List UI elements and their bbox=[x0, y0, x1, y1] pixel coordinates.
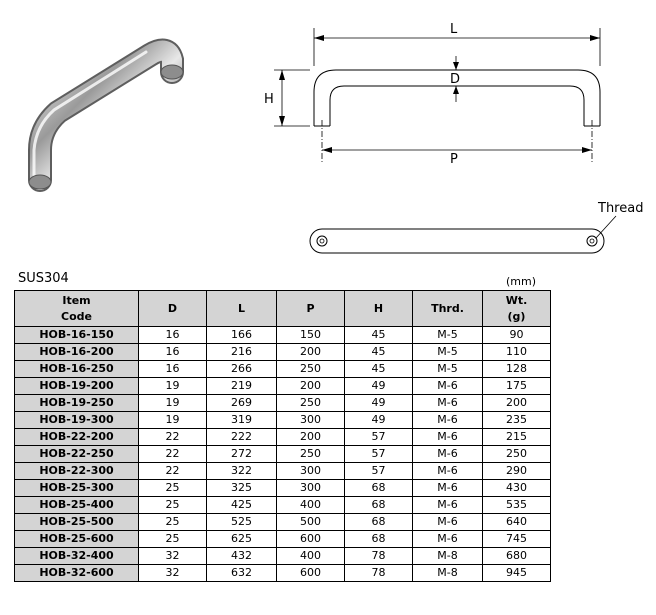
cell-wt: 945 bbox=[483, 565, 551, 582]
cell-p: 250 bbox=[277, 446, 345, 463]
cell-h: 45 bbox=[345, 361, 413, 378]
label-thread: Thread bbox=[598, 201, 644, 216]
cell-wt: 128 bbox=[483, 361, 551, 378]
cell-d: 19 bbox=[139, 378, 207, 395]
cell-h: 49 bbox=[345, 412, 413, 429]
label-d: D bbox=[450, 72, 461, 87]
cell-code: HOB-32-600 bbox=[15, 565, 139, 582]
material-label: SUS304 bbox=[18, 271, 69, 286]
cell-p: 200 bbox=[277, 378, 345, 395]
table-row bbox=[15, 395, 551, 412]
cell-d: 32 bbox=[139, 565, 207, 582]
cell-l: 166 bbox=[207, 327, 277, 344]
cell-l: 432 bbox=[207, 548, 277, 565]
table-row bbox=[15, 497, 551, 514]
table-row bbox=[15, 378, 551, 395]
spec-table bbox=[14, 290, 551, 582]
cell-h: 57 bbox=[345, 446, 413, 463]
header-wt-line2: (g) bbox=[507, 309, 526, 323]
handle-photo bbox=[0, 0, 220, 215]
cell-l: 219 bbox=[207, 378, 277, 395]
label-h: H bbox=[264, 92, 274, 107]
cell-p: 200 bbox=[277, 429, 345, 446]
cell-thrd: M-6 bbox=[413, 412, 483, 429]
cell-h: 49 bbox=[345, 395, 413, 412]
cell-l: 266 bbox=[207, 361, 277, 378]
cell-wt: 640 bbox=[483, 514, 551, 531]
table-row bbox=[15, 565, 551, 582]
dimension-drawing bbox=[230, 0, 656, 270]
label-p: P bbox=[450, 152, 458, 167]
cell-thrd: M-5 bbox=[413, 327, 483, 344]
cell-wt: 680 bbox=[483, 548, 551, 565]
table-row bbox=[15, 361, 551, 378]
cell-p: 400 bbox=[277, 548, 345, 565]
cell-h: 57 bbox=[345, 429, 413, 446]
cell-d: 22 bbox=[139, 463, 207, 480]
cell-h: 45 bbox=[345, 327, 413, 344]
cell-code: HOB-25-600 bbox=[15, 531, 139, 548]
table-row bbox=[15, 514, 551, 531]
cell-thrd: M-8 bbox=[413, 565, 483, 582]
header-wt-line1: Wt. bbox=[505, 293, 528, 307]
cell-thrd: M-6 bbox=[413, 514, 483, 531]
cell-d: 22 bbox=[139, 446, 207, 463]
cell-wt: 535 bbox=[483, 497, 551, 514]
unit-label: (mm) bbox=[506, 275, 537, 288]
cell-code: HOB-19-250 bbox=[15, 395, 139, 412]
cell-thrd: M-6 bbox=[413, 531, 483, 548]
header-item-code-line1: Item bbox=[62, 293, 91, 307]
cell-wt: 290 bbox=[483, 463, 551, 480]
cell-h: 68 bbox=[345, 531, 413, 548]
table-row bbox=[15, 344, 551, 361]
cell-h: 68 bbox=[345, 480, 413, 497]
cell-d: 32 bbox=[139, 548, 207, 565]
cell-p: 500 bbox=[277, 514, 345, 531]
cell-wt: 235 bbox=[483, 412, 551, 429]
cell-l: 625 bbox=[207, 531, 277, 548]
cell-code: HOB-22-300 bbox=[15, 463, 139, 480]
table-row bbox=[15, 463, 551, 480]
cell-code: HOB-16-200 bbox=[15, 344, 139, 361]
cell-h: 78 bbox=[345, 565, 413, 582]
cell-wt: 430 bbox=[483, 480, 551, 497]
cell-code: HOB-19-300 bbox=[15, 412, 139, 429]
cell-l: 525 bbox=[207, 514, 277, 531]
cell-d: 19 bbox=[139, 412, 207, 429]
cell-code: HOB-25-400 bbox=[15, 497, 139, 514]
cell-p: 200 bbox=[277, 344, 345, 361]
cell-thrd: M-6 bbox=[413, 463, 483, 480]
header-item-code bbox=[15, 291, 139, 327]
cell-h: 45 bbox=[345, 344, 413, 361]
cell-p: 600 bbox=[277, 565, 345, 582]
cell-p: 300 bbox=[277, 412, 345, 429]
cell-code: HOB-16-250 bbox=[15, 361, 139, 378]
cell-code: HOB-25-500 bbox=[15, 514, 139, 531]
cell-l: 272 bbox=[207, 446, 277, 463]
cell-thrd: M-5 bbox=[413, 344, 483, 361]
cell-l: 319 bbox=[207, 412, 277, 429]
cell-p: 250 bbox=[277, 395, 345, 412]
cell-l: 322 bbox=[207, 463, 277, 480]
cell-p: 400 bbox=[277, 497, 345, 514]
cell-p: 600 bbox=[277, 531, 345, 548]
cell-h: 78 bbox=[345, 548, 413, 565]
cell-thrd: M-6 bbox=[413, 378, 483, 395]
cell-code: HOB-16-150 bbox=[15, 327, 139, 344]
cell-code: HOB-32-400 bbox=[15, 548, 139, 565]
cell-d: 22 bbox=[139, 429, 207, 446]
cell-code: HOB-19-200 bbox=[15, 378, 139, 395]
cell-l: 222 bbox=[207, 429, 277, 446]
header-row bbox=[15, 291, 551, 327]
header-thrd: Thrd. bbox=[413, 291, 483, 327]
cell-d: 25 bbox=[139, 514, 207, 531]
cell-l: 632 bbox=[207, 565, 277, 582]
cell-thrd: M-6 bbox=[413, 497, 483, 514]
cell-d: 16 bbox=[139, 361, 207, 378]
table-row bbox=[15, 480, 551, 497]
table-row bbox=[15, 429, 551, 446]
cell-wt: 250 bbox=[483, 446, 551, 463]
cell-l: 216 bbox=[207, 344, 277, 361]
cell-d: 16 bbox=[139, 344, 207, 361]
cell-l: 425 bbox=[207, 497, 277, 514]
cell-d: 19 bbox=[139, 395, 207, 412]
cell-thrd: M-6 bbox=[413, 446, 483, 463]
cell-l: 269 bbox=[207, 395, 277, 412]
cell-wt: 175 bbox=[483, 378, 551, 395]
cell-p: 300 bbox=[277, 480, 345, 497]
cell-l: 325 bbox=[207, 480, 277, 497]
table-row bbox=[15, 412, 551, 429]
cell-wt: 200 bbox=[483, 395, 551, 412]
cell-thrd: M-6 bbox=[413, 480, 483, 497]
header-wt bbox=[483, 291, 551, 327]
cell-d: 25 bbox=[139, 531, 207, 548]
cell-wt: 90 bbox=[483, 327, 551, 344]
header-h: H bbox=[345, 291, 413, 327]
cell-thrd: M-6 bbox=[413, 395, 483, 412]
cell-p: 150 bbox=[277, 327, 345, 344]
header-d: D bbox=[139, 291, 207, 327]
label-l: L bbox=[450, 22, 458, 37]
header-p: P bbox=[277, 291, 345, 327]
cell-d: 25 bbox=[139, 480, 207, 497]
cell-code: HOB-25-300 bbox=[15, 480, 139, 497]
table-row bbox=[15, 327, 551, 344]
cell-h: 68 bbox=[345, 514, 413, 531]
cell-d: 25 bbox=[139, 497, 207, 514]
cell-thrd: M-6 bbox=[413, 429, 483, 446]
cell-wt: 215 bbox=[483, 429, 551, 446]
cell-d: 16 bbox=[139, 327, 207, 344]
header-item-code-line2: Code bbox=[61, 309, 92, 323]
cell-code: HOB-22-200 bbox=[15, 429, 139, 446]
cell-h: 68 bbox=[345, 497, 413, 514]
cell-p: 250 bbox=[277, 361, 345, 378]
cell-wt: 745 bbox=[483, 531, 551, 548]
header-l: L bbox=[207, 291, 277, 327]
cell-thrd: M-8 bbox=[413, 548, 483, 565]
table-row bbox=[15, 446, 551, 463]
table-row bbox=[15, 531, 551, 548]
cell-h: 57 bbox=[345, 463, 413, 480]
cell-p: 300 bbox=[277, 463, 345, 480]
cell-wt: 110 bbox=[483, 344, 551, 361]
cell-thrd: M-5 bbox=[413, 361, 483, 378]
cell-h: 49 bbox=[345, 378, 413, 395]
table-row bbox=[15, 548, 551, 565]
cell-code: HOB-22-250 bbox=[15, 446, 139, 463]
